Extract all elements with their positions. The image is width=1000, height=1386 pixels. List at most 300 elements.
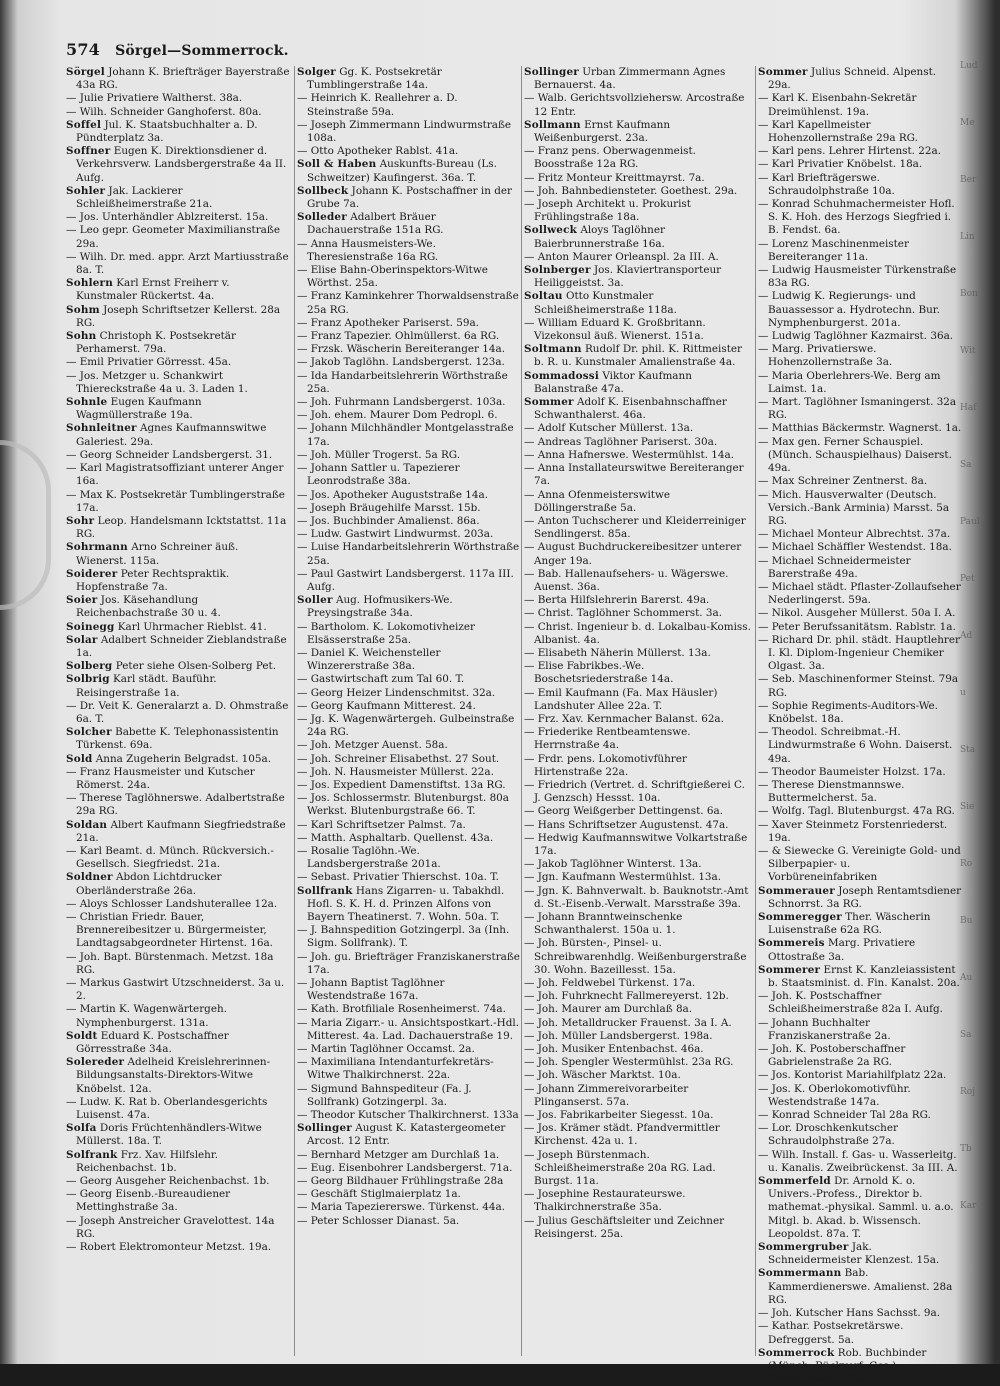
directory-entry [297,739,520,752]
entry-text: Eduard K. Postschaffner Görresstraße 34a. [76,1029,229,1056]
entry-text: Urban Zimmermann Agnes Bernauerst. 4a. [534,66,726,92]
directory-entry [66,1003,292,1029]
directory-entry [297,290,520,316]
directory-entry [758,581,962,607]
entry-text: — Jos. Fabrikarbeiter Siegesst. 10a. [524,1109,714,1122]
entry-text: — Mart. Taglöhner Ismaningerst. 32a RG. [758,396,957,422]
entry-text: — & Siewecke G. Vereinigte Gold- und Silberpapier- u. Vorbüreneinfabriken [758,844,961,884]
directory-entry [758,1017,962,1043]
directory-entry [524,224,753,250]
directory-entry [66,845,292,871]
directory-entry [297,673,520,686]
directory-entry [524,449,753,462]
directory-entry [524,489,753,515]
entry-text: — Ludw. Gastwirt Lindwurmst. 203a. [297,528,494,541]
entry-text: — Joseph Architekt u. Prokurist Frühlingstraße 18a. [524,198,691,224]
directory-entry [297,951,520,977]
edge-fragment: Lin [960,232,975,242]
surname-heading: Sommeregger [758,911,842,923]
entry-text: Ernst K. Kanzleiassistent b. Staatsminist. d. Fin. Kanalst. 20a. [768,963,960,990]
directory-entry [524,145,753,171]
surname-heading: Sohlern [66,277,113,290]
directory-entry [297,158,520,184]
entry-text: — Lor. Droschkenkutscher Schraudolphstraße 27a. [758,1122,898,1148]
directory-entry [66,1241,292,1254]
directory-entry [524,1056,753,1069]
directory-entry [758,422,962,435]
surname-heading: Sollfrank [297,884,353,897]
directory-entry [758,555,962,581]
surname-heading: Sommereis [758,937,825,950]
directory-entry [758,158,962,171]
surname-heading: Sommerrock [758,1346,835,1359]
entry-text: — Joh. Metalldrucker Frauenst. 3a I. A. [524,1016,732,1029]
directory-entry [66,422,292,448]
directory-entry [297,238,520,264]
directory-entry [66,911,292,951]
directory-entry [758,990,962,1016]
directory-entry [524,607,753,620]
entry-text: — Kathar. Postsekretärswe. Defreggerst. 5a. [758,1320,904,1346]
surname-heading: Soller [297,594,333,607]
entry-text: Doris Früchtenhändlers-Witwe Müllerst. 18a. T. [76,1122,262,1148]
entry-text: Albert Kaufmann Siegfriedstraße 21a. [76,818,286,844]
directory-entry [758,1347,962,1386]
surname-heading: Sommerfeld [758,1175,831,1188]
surname-heading: Soldt [66,1029,98,1042]
directory-entry [758,673,962,699]
entry-text: — Jakob Taglöhner Winterst. 13a. [524,858,702,871]
entry-text: — Julius Geschäftsleiter und Zeichner Reisingerst. 25a. [524,1214,725,1240]
entry-text: — Mich. Hausverwalter (Deutsch. Versich.-Bank Arminia) Marsst. 5a RG. [758,488,950,527]
directory-entry [758,726,962,766]
entry-text: — Therese Taglöhnerswe. Adalbertstraße 29a RG. [66,792,285,818]
directory-entry [758,766,962,779]
entry-text: Abdon Lichtdrucker Oberländerstraße 26a. [76,871,222,897]
edge-fragment: Wit [960,346,976,356]
edge-fragment: Lud [960,61,978,71]
directory-entry [758,528,962,541]
entry-text: — Anna Installateurswitwe Bereiteranger 7a. [524,462,744,488]
directory-entry [758,1175,962,1241]
directory-entry [297,1188,520,1201]
directory-entry [524,779,753,805]
directory-entry [524,858,753,871]
directory-entry [297,687,520,700]
entry-text: — Jgn. K. Bahnverwalt. b. Bauknotstr.-Amt d. St.-Eisenb.-Verwalt. Marsstraße 39a. [524,884,749,910]
entry-text: Viktor Kaufmann Balanstraße 47a. [534,369,692,395]
directory-entry [758,290,962,330]
entry-text: Adalbert Bräuer Dachauerstraße 151a RG. [307,211,444,237]
entry-text: — Georg Kaufmann Mitterest. 24. [297,699,476,712]
directory-entry [297,489,520,502]
directory-entry [66,330,292,356]
entry-text: — Frzsk. Wäscherin Bereiteranger 14a. [297,343,506,356]
entry-text: — Leo gepr. Geometer Maximilianstraße 29a. [66,224,280,250]
entry-text: — Julie Privatiere Waltherst. 38a. [66,92,243,105]
entry-text: — Joh. Bürsten-, Pinsel- u. Schreibwarenhdlg. Weißenburgerstraße 30. Wohn. Bazeillesst. 15a. [524,937,747,976]
surname-heading: Soffel [66,118,102,131]
entry-text: — Joh. Schreiner Elisabethst. 27 Sout. [297,752,500,765]
entry-text: — Friedrich (Vertret. d. Schriftgießerei C. J. Genzsch) Hessst. 10a. [524,778,745,805]
entry-text: — Maria Oberlehrers-We. Berg am Laimst. 1a. [758,369,941,395]
entry-text: — Franz Tapezier. Ohlmüllerst. 6a RG. [297,330,500,343]
surname-heading: Sohr [66,514,95,527]
directory-entry [297,713,520,739]
entry-text: — Ludw. K. Rat b. Oberlandesgerichts Luisenst. 47a. [66,1095,268,1122]
directory-entry [297,819,520,832]
directory-entry [524,1122,753,1148]
entry-text: — Joh. Metzger Auenst. 58a. [297,739,448,752]
directory-entry [66,1188,292,1214]
directory-entry [758,700,962,726]
entry-text: — Therese Dienstmannswe. Buttermelcherst. 5a. [758,778,905,805]
entry-text: — Jos. Kontorist Mariahilfplatz 22a. [758,1069,947,1082]
directory-entry [524,1030,753,1043]
entry-text: — Adolf Kutscher Müllerst. 13a. [524,422,694,435]
entry-text: Jos. Käsehandlung Reichenbachstraße 30 u. 4. [76,594,221,620]
entry-text: — Karl Privatier Knöbelst. 18a. [758,158,923,171]
directory-entry [297,1109,520,1122]
surname-heading: Solcher [66,726,112,739]
surname-heading: Soldan [66,818,108,831]
directory-entry [297,845,520,871]
directory-entry [297,779,520,792]
directory-entry [758,436,962,476]
directory-entry [297,462,520,488]
directory-entry [297,422,520,448]
directory-entry [758,1083,962,1109]
directory-entry [297,753,520,766]
entry-text: — Sigmund Bahnspediteur (Fa. J. Sollfrank) Gotzingerpl. 3a. [297,1082,472,1108]
surname-heading: Sommer [758,66,808,78]
directory-entry [758,370,962,396]
directory-entry [758,845,962,885]
entry-text: — Joh. K. Postoberschaffner Gabrielenstraße 2a RG. [758,1043,906,1069]
entry-text: — Dr. Veit K. Generalarzt a. D. Ohmstraße 6a. T. [66,699,289,725]
entry-text: — Georg Weißgerber Dettingenst. 6a. [524,805,723,818]
directory-entry [66,185,292,211]
entry-text: — Karl Schriftsetzer Palmst. 7a. [297,818,466,831]
directory-entry [524,1215,753,1241]
directory-entry [524,753,753,779]
entry-text: — Martin K. Wagenwärtergeh. Nymphenburgerst. 131a. [66,1003,227,1029]
directory-entry [524,832,753,858]
entry-text: Johann K. Postschaffner in der Grube 7a. [307,184,512,211]
directory-entry [297,343,520,356]
entry-text: — Luise Handarbeitslehrerin Wörthstraße 25a. [297,541,520,567]
entry-text: Leop. Handelsmann Icktstattst. 11a RG. [76,514,287,541]
page-number: 574 [66,40,100,59]
entry-text: Julius Schneid. Alpenst. 29a. [768,66,937,92]
directory-entry [524,726,753,752]
directory-entry [66,792,292,818]
edge-fragment: Kar [960,1201,977,1211]
entry-text: — Michael Schneidermeister Barerstraße 49a. [758,554,911,580]
directory-entry [524,713,753,726]
entry-text: — Matth. Asphaltarb. Quellenst. 43a. [297,831,494,844]
directory-entry [758,66,962,92]
directory-entry [524,1149,753,1189]
directory-entry [66,726,292,752]
directory-entry [524,541,753,567]
directory-entry [66,977,292,1003]
entry-text: — Gastwirtschaft zum Tal 60. T. [297,673,465,686]
entry-text: — Eug. Eisenbohrer Landsbergerst. 71a. [297,1161,513,1174]
entry-text: — Jos. Apotheker Auguststraße 14a. [297,488,489,501]
entry-text: — Hedwig Kaufmannswitwe Volkartstraße 17a. [524,831,748,857]
edge-fragment: Me [960,118,975,128]
edge-fragment: Ro [960,859,973,869]
entry-text: — Markus Gastwirt Utzschneiderst. 3a u. 2. [66,977,285,1003]
entry-text: — Jgn. Kaufmann Westermühlst. 13a. [524,871,722,884]
surname-heading: Sollmann [524,118,581,131]
entry-text: — Karl pens. Lehrer Hirtenst. 22a. [758,145,942,158]
directory-entry [524,1003,753,1016]
directory-entry [297,145,520,158]
directory-entry [297,1043,520,1056]
directory-entry [297,792,520,818]
adjacent-page-edge-text [960,40,1000,1340]
entry-text: — August Buchdruckereibesitzer unterer Anger 19a. [524,541,742,567]
directory-entry [524,422,753,435]
directory-entry [66,1149,292,1175]
entry-text: — Aloys Schlosser Landshuterallee 12a. [66,897,278,910]
directory-entry [297,317,520,330]
entry-text: — Joh. Fuhrknecht Fallmereyerst. 12b. [524,990,729,1003]
entry-text: Joseph Rentamtsdiener Schnorrst. 3a RG. [768,884,962,910]
directory-entry [66,449,292,462]
entry-text: — Joh. Müller Trogerst. 5a RG. [297,448,461,461]
directory-entry [524,172,753,185]
directory-entry [758,330,962,343]
surname-heading: Solfrank [66,1148,118,1161]
directory-entry [524,396,753,422]
directory-entry [758,396,962,422]
entry-text: — Joh. ehem. Maurer Dom Pedropl. 6. [297,409,498,422]
directory-entry [758,343,962,369]
entry-text: — Elise Bahn-Oberinspektors-Witwe Wörthst. 25a. [297,264,488,290]
entry-text: Auskunfts-Bureau (Ls. Schweitzer) Kaufingerst. 36a. T. [307,158,497,184]
entry-text: — Theodor Kutscher Thalkirchnerst. 133a [297,1109,519,1122]
directory-entry [524,290,753,316]
entry-text: — Fritz Monteur Kreittmayrst. 7a. [524,171,705,184]
entry-text: — Wolfg. Tagl. Blutenburgst. 47a RG. [758,805,955,818]
surname-heading: Solberg [66,660,113,673]
entry-text: — Anna Hafnerswe. Westermühlst. 14a. [524,448,734,461]
directory-entry [524,92,753,118]
entry-text: Eugen Kaufmann Wagmüllerstraße 19a. [76,396,202,422]
entry-text: Aloys Taglöhner Baierbrunnerstraße 16a. [534,224,665,250]
entry-text: — Max K. Postsekretär Tumblingerstraße 17a. [66,488,285,514]
directory-entry [297,832,520,845]
entry-text: — Peter Schlosser Dianast. 5a. [297,1214,460,1227]
directory-entry [524,568,753,594]
directory-entry [66,673,292,699]
directory-entry [297,1149,520,1162]
directory-entry [524,1109,753,1122]
entry-text: — Karl Kapellmeister Hohenzollernstraße 29a RG. [758,118,918,145]
page-header [66,40,962,66]
surname-heading: Solar [66,633,98,646]
directory-entry [66,251,292,277]
entry-text: — Joseph Bräugehilfe Marsst. 15b. [297,501,481,514]
entry-text: — Hans Schriftsetzer Augustenst. 47a. [524,818,729,831]
entry-text: — Richard Dr. phil. städt. Hauptlehrer I. Kl. Diplom-Ingenieur Chemiker Olgast. 3a. [758,633,960,673]
entry-text: — Michael Schäffler Westendst. 18a. [758,541,952,554]
edge-fragment: u [960,688,966,698]
entry-text: Adalbert Schneider Zieblandstraße 1a. [76,633,287,659]
directory-entry [297,885,520,925]
entry-text: Jos. Klaviertransporteur Heiliggeistst. 3a. [534,264,722,290]
directory-entry [524,264,753,290]
directory-entry [297,264,520,290]
entry-text: — Joh. Spengler Westermühlst. 23a RG. [524,1056,734,1069]
entry-text: — Heinrich K. Reallehrer a. D. Steinstraße 59a. [297,92,458,118]
entry-text: — Nikol. Ausgeher Müllerst. 50a I. A. [758,607,956,620]
surname-heading: Sollweck [524,224,578,237]
directory-entry [297,66,520,92]
directory-entry [524,871,753,884]
entry-text: — Joh. Maurer am Durchlaß 8a. [524,1003,693,1016]
entry-text: — Elisabeth Näherin Müllerst. 13a. [524,646,711,659]
directory-entry [524,594,753,607]
directory-entry [524,1083,753,1109]
entry-text: — Jos. Buchbinder Amalienst. 86a. [297,514,480,527]
directory-entry [524,911,753,937]
directory-entry [66,951,292,977]
directory-entry [297,330,520,343]
edge-fragment: Paul [960,517,980,527]
directory-entry [297,647,520,673]
entry-text: Bab. Kammerdienerswe. Amalienst. 28a RG. [768,1267,953,1306]
entry-text: — Robert Elektromonteur Metzst. 19a. [66,1241,272,1254]
directory-entry [758,145,962,158]
entry-text: — Kath. Brotfiliale Rosenheimerst. 74a. [297,1003,506,1016]
directory-entry [524,370,753,396]
entry-text: — Jos. K. Oberlokomotivführ. Westendstraße 147a. [758,1082,911,1108]
directory-entry [297,1175,520,1188]
directory-entry [524,1017,753,1030]
directory-entry [524,185,753,198]
directory-entry [297,449,520,462]
directory-entry [524,343,753,369]
surname-heading: Sollinger [524,66,579,78]
directory-entry [297,409,520,422]
directory-entry [758,1043,962,1069]
entry-text: Agnes Kaufmannswitwe Galeriest. 29a. [76,422,267,448]
directory-entry [297,502,520,515]
entry-text: Peter siehe Olsen-Solberg Pet. [115,660,277,673]
entry-text: Karl städt. Bauführ. Reisingerstraße 1a. [76,673,217,699]
entry-text: — Georg Eisenb.-Bureaudiener Mettinghstraße 3a. [66,1188,231,1214]
entry-text: — Theodol. Schreibmat.-H. Lindwurmstraße 6 Wohn. Daiserst. 49a. [758,726,953,765]
entry-text: — J. Bahnspedition Gotzingerpl. 3a (Inh. Sigm. Sollfrank). T. [297,924,510,950]
directory-entry [66,621,292,634]
directory-entry [66,594,292,620]
entry-text: — Frz. Xav. Kernmacher Balanst. 62a. [524,712,724,725]
directory-entry [758,1241,962,1267]
entry-text: — Michael Monteur Albrechtst. 37a. [758,528,951,541]
directory-entry [66,1056,292,1096]
directory-column-2 [297,66,520,1356]
directory-entry [524,1188,753,1214]
entry-text: — Karl Magistratsoffiziant unterer Anger 16a. [66,462,284,488]
edge-fragment: Bon [960,289,978,299]
entry-text: — Georg Heizer Lindenschmitst. 32a. [297,686,496,699]
directory-entry [66,224,292,250]
entry-text: — Sophie Regiments-Auditors-We. Knöbelst. 18a. [758,699,938,725]
directory-entry [297,92,520,118]
directory-entry [758,172,962,198]
directory-entry [758,238,962,264]
directory-entry [66,753,292,766]
entry-text: — Peter Berufssanitätsm. Rablstr. 1a. [758,620,956,633]
surname-heading: Soltau [524,290,563,303]
surname-heading: Sohnleitner [66,422,137,435]
entry-text: — Anton Maurer Orleanspl. 2a III. A. [524,250,719,263]
entry-text: Jul. K. Staatsbuchhalter a. D. Pündterplatz 3a. [76,118,258,145]
entry-text: — Frdr. pens. Lokomotivführer Hirtenstraße 22a. [524,752,687,778]
entry-text: — Joh. Bahnbediensteter. Goethest. 29a. [524,184,738,197]
directory-entry [758,634,962,674]
surname-heading: Solger [297,66,336,78]
directory-entry [524,317,753,343]
entry-text: — Ida Handarbeitslehrerin Wörthstraße 25a. [297,369,508,395]
directory-entry [758,1149,962,1175]
directory-entry [524,885,753,911]
entry-text: — Ludwig Taglöhner Kazmairst. 36a. [758,330,954,343]
directory-entry [66,898,292,911]
directory-entry [524,647,753,660]
directory-entry [758,885,962,911]
directory-entry [66,660,292,673]
entry-text: — Otto Apotheker Rablst. 41a. [297,145,459,158]
directory-entry [758,964,962,990]
surname-heading: Sollbeck [297,184,349,197]
surname-heading: Sold [66,752,93,765]
directory-entry [297,1056,520,1082]
edge-fragment: Bu [960,916,973,926]
directory-entry [66,66,292,92]
entry-text: — Andreas Taglöhner Pariserst. 30a. [524,435,718,448]
directory-column-1 [66,66,292,1356]
surname-heading: Sommergruber [758,1241,849,1254]
entry-text: — Christian Friedr. Bauer, Brennereibesitzer u. Bürgermeister, Landtagsabgeordneter Hirtenst. 16a. [66,911,273,950]
entry-text: — Karl Beamt. d. Münch. Rückversich.-Gesellsch. Siegfriedst. 21a. [66,844,274,871]
directory-entry [524,515,753,541]
surname-heading: Soltmann [524,343,582,356]
edge-fragment: Sta [960,745,976,755]
entry-text: — Michael städt. Pflaster-Zollaufseher Nederlingerst. 59a. [758,580,961,607]
entry-text: — Joh. Feldwebel Türkenst. 17a. [524,977,696,990]
entry-text: — Martin Taglöhner Occamst. 2a. [297,1043,475,1056]
entry-text: Ernst Kaufmann Weißenburgerst. 23a. [534,118,671,145]
directory-entry [524,687,753,713]
directory-entry [524,436,753,449]
entry-text: — Jos. Schlossermstr. Blutenburgst. 80a Werkst. Blutenburgstraße 66. T. [297,792,509,818]
directory-entry [66,515,292,541]
directory-entry [66,145,292,185]
surname-heading: Sohrmann [66,541,128,554]
entry-text: — Jg. K. Wagenwärtergeh. Gulbeinstraße 24a RG. [297,712,515,739]
directory-entry [758,475,962,488]
entry-text: Karl Uhrmacher Rieblst. 41. [117,620,267,633]
surname-heading: Soiderer [66,567,118,580]
directory-entry [66,489,292,515]
entry-text: — Konrad Schuhmachermeister Hofl. S. K. Hoh. des Herzogs Siegfried i. B. Fendst. 6a. [758,198,955,237]
entry-text: — Joh. Wäscher Marktst. 10a. [524,1069,681,1082]
